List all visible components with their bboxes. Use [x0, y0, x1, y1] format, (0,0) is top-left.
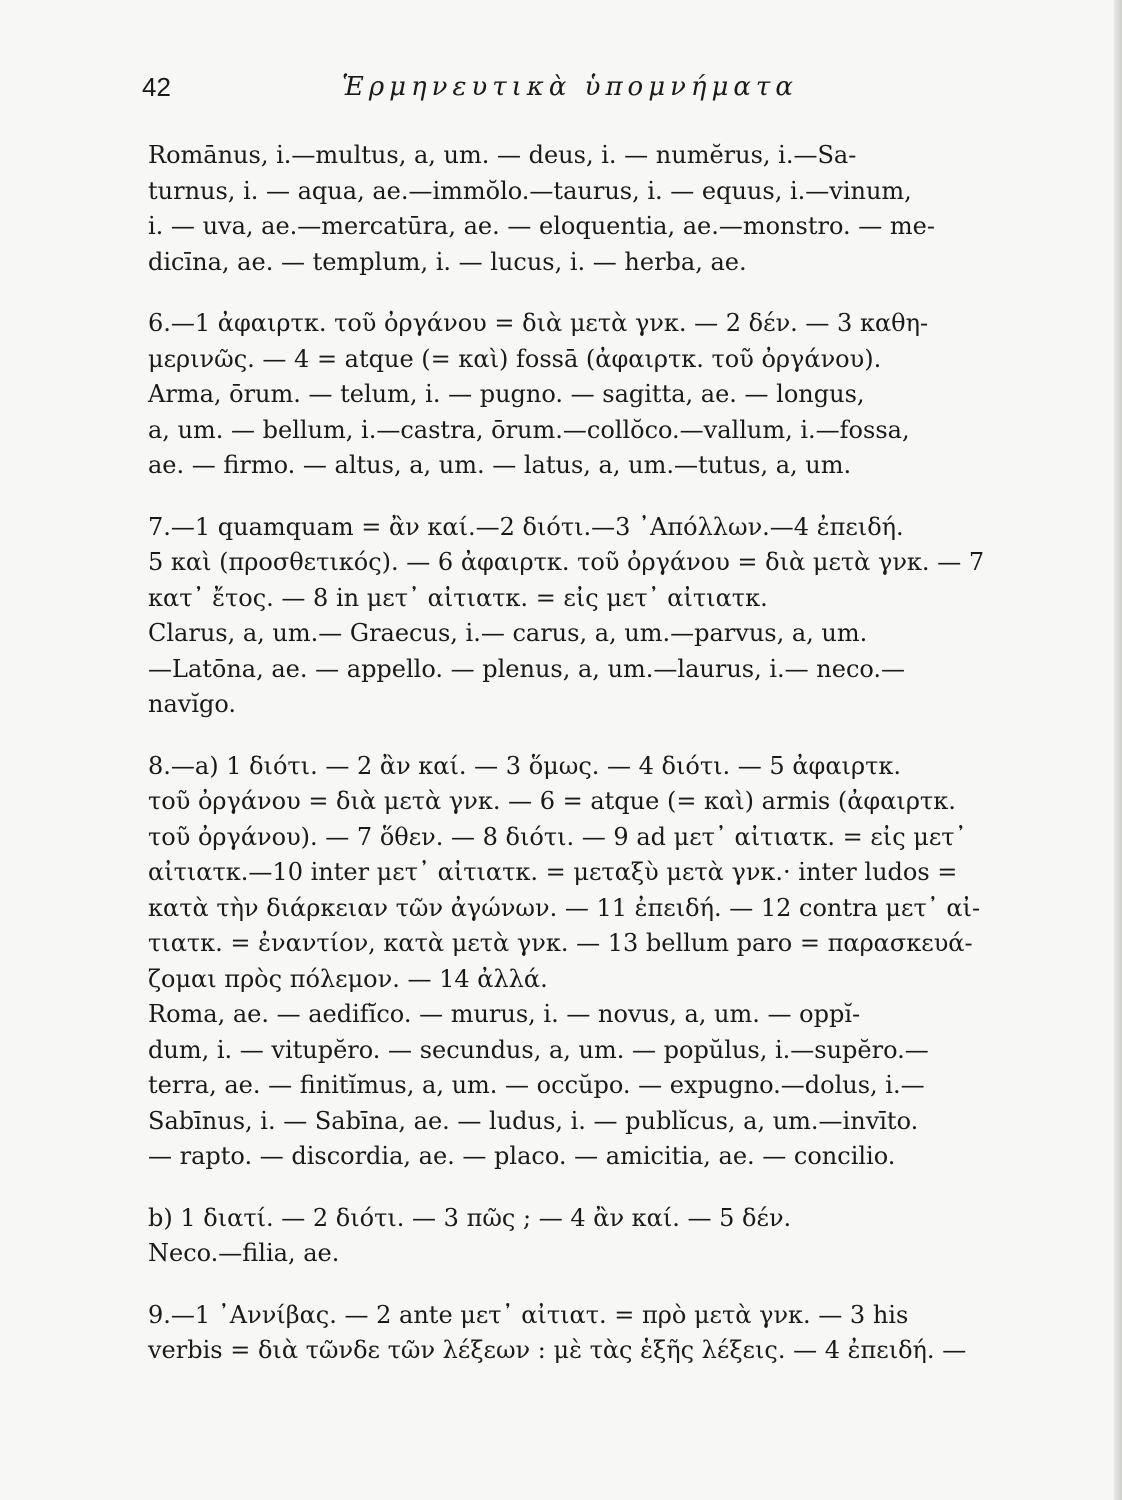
text-line: turnus, i. — aqua, ae.—immŏlo.—taurus, i. — equus, i.—vinum, [148, 176, 912, 205]
text-line: μερινῶς. — 4 = atque (= καὶ) fossā (ἀφαιρτκ. τοῦ ὀργάνου). [148, 344, 882, 373]
text-line: Arma, ōrum. — telum, i. — pugno. — sagitta, ae. — longus, [148, 380, 865, 408]
text-line: navĭgo. [148, 690, 237, 718]
text-line: Neco.—filia, ae. [148, 1239, 340, 1267]
text-line: τιατκ. = ἐναντίον, κατὰ μετὰ γνκ. — 13 bellum paro = παρασκευά- [148, 929, 973, 957]
page-body [148, 138, 1008, 1369]
paragraph-gap [148, 1272, 1008, 1298]
paragraph-gap [148, 484, 1008, 510]
text-line: 5 καὶ (προσθετικός). — 6 ἀφαιρτκ. τοῦ ὀργάνου = διὰ μετὰ γνκ. — 7 [148, 548, 985, 576]
text-line: τοῦ ὀργάνου = διὰ μετὰ γνκ. — 6 = atque (= καὶ) armis (ἀφαιρτκ. [148, 787, 956, 815]
text-line: Clarus, a, um.— Graecus, i.— carus, a, um.—parvus, a, um. [148, 619, 868, 647]
page-header [142, 72, 1002, 112]
paragraph-gap [148, 1175, 1008, 1201]
text-line: dicīna, ae. — templum, i. — lucus, i. — herba, ae. [148, 247, 747, 276]
text-line: verbis = διὰ τῶνδε τῶν λέξεων : μὲ τὰς ἑξῆς λέξεις. — 4 ἐπειδή. — [148, 1336, 967, 1364]
page-number: 42 [142, 72, 171, 102]
text-line: ae. — firmo. — altus, a, um. — latus, a, um.—tutus, a, um. [148, 451, 852, 479]
text-line: Romānus, i.—multus, a, um. — deus, i. — numĕrus, i.—Sa- [148, 141, 857, 169]
text-line: κατ᾿ ἔτος. — 8 in μετ᾿ αἰτιατκ. = εἰς μετ᾿ αἰτιατκ. [148, 583, 768, 612]
text-line: 9.—1 ᾿Αννίβας. — 2 ante μετ᾿ αἰτιατ. = πρὸ μετὰ γνκ. — 3 his [148, 1300, 909, 1329]
text-line: αἰτιατκ.—10 inter μετ᾿ αἰτιατκ. = μεταξὺ μετὰ γνκ.· inter ludos = [148, 858, 958, 886]
text-line: 8.—a) 1 διότι. — 2 ἂν καί. — 3 ὅμως. — 4 διότι. — 5 ἀφαιρτκ. [148, 751, 901, 780]
text-line: terra, ae. — finitĭmus, a, um. — occŭpo. — expugno.—dolus, i.— [148, 1071, 925, 1099]
text-line: —Latōna, ae. — appello. — plenus, a, um.—laurus, i.— neco.— [148, 654, 906, 683]
text-line: τοῦ ὀργάνου). — 7 ὅθεν. — 8 διότι. — 9 ad μετ᾿ αἰτιατκ. = εἰς μετ᾿ [148, 822, 967, 851]
text-line: — rapto. — discordia, ae. — placo. — amicitia, ae. — concilio. [148, 1142, 896, 1170]
text-line: a, um. — bellum, i.—castra, ōrum.—collŏco.—vallum, i.—fossa, [148, 415, 910, 444]
text-line: 6.—1 ἀφαιρτκ. τοῦ ὀργάνου = διὰ μετὰ γνκ. — 2 δέν. — 3 καθη- [148, 309, 929, 337]
text-line: i. — uva, ae.—mercatūra, ae. — eloquentia, ae.—monstro. — me- [148, 212, 935, 240]
text-line: dum, i. — vitupĕro. — secundus, a, um. — popŭlus, i.—supĕro.— [148, 1035, 929, 1064]
text-line: Sabīnus, i. — Sabīna, ae. — ludus, i. — publĭcus, a, um.—invīto. [148, 1106, 919, 1135]
text-line: b) 1 διατί. — 2 διότι. — 3 πῶς ; — 4 ἂν καί. — 5 δέν. [148, 1203, 792, 1232]
text-line: ζομαι πρὸς πόλεμον. — 14 ἀλλά. [148, 964, 548, 993]
paragraph-gap [148, 723, 1008, 749]
page-edge [1114, 0, 1122, 1500]
text-line: κατὰ τὴν διάρκειαν τῶν ἀγώνων. — 11 ἐπειδή. — 12 contra μετ᾿ αἰ- [148, 893, 981, 922]
text-line: 7.—1 quamquam = ἂν καί.—2 διότι.—3 ᾿Απόλλων.—4 ἐπειδή. [148, 512, 904, 541]
paragraph-gap [148, 280, 1008, 306]
text-line: Roma, ae. — aedifĭco. — murus, i. — novus, a, um. — oppĭ- [148, 1000, 861, 1028]
running-title: Ἑρμηνευτικὰ ὑπομνήματα [342, 72, 798, 102]
